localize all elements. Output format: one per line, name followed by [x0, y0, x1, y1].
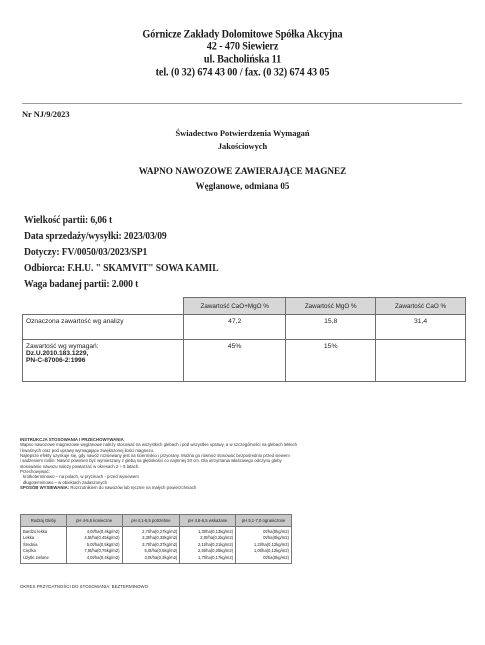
dose-header-ph-2: pH 4,1-6,5 potrzebne: [122, 515, 180, 527]
sale-date: Data sprzedaży/wysyłki: 2023/03/09: [24, 230, 167, 243]
dose-column-1: [66, 527, 122, 564]
header-mgo: Zawartość MgO %: [286, 298, 376, 315]
dose-value: 1,0t/ha(0,12kg/m2): [253, 548, 289, 554]
tested-weight: Waga badanej partii: 2.000 t: [24, 278, 139, 291]
dose-value: 2,1t/ha(0,21kg/m2): [197, 541, 234, 547]
certificate-title-line-2: Jakościowych: [217, 142, 268, 151]
instructions-heading: INSTRUKCJA STOSOWANIA I PRZECHOWYWANIA: [20, 437, 124, 442]
storage-long-term: długoterminowo – w obiektach zadaszonych: [23, 479, 108, 485]
required-cao: [376, 340, 466, 382]
dose-value: 7,5t/ha(0,75kg/m2): [84, 548, 120, 554]
dose-value: 0t/ha(0kg/m2): [263, 554, 289, 560]
requirements-label: [23, 340, 184, 382]
dose-value: 1,7t/ha(0,17kg/m2): [197, 554, 234, 560]
soil-types: [21, 527, 67, 564]
dose-header-ph-3: pH 4,6-6,5 wskazane: [180, 515, 236, 527]
dose-value: 3,3t/ha(0,33kg/m2): [142, 535, 178, 541]
company-name: Górnicze Zakłady Dolomitowe Spółka Akcyjna: [142, 28, 343, 41]
soil-type: Bardzo lekka: [23, 529, 48, 534]
dose-column-4: [236, 527, 292, 564]
soil-type: Użytki zielone: [23, 554, 49, 560]
dose-value: 4,0t/ha(0,4kg/m2): [86, 529, 120, 534]
soil-type: Ciężka: [23, 548, 36, 554]
header-cao-mgo: Zawartość CaO+MgO %: [184, 298, 286, 315]
dose-value: 3,0t/ha(0,3kg/m2): [144, 554, 178, 560]
instructions-line: stosowanie nawozu należy powtarzać w okresach 2 ÷ 5 latach.: [20, 463, 140, 469]
spreading-method-text: Rozrzutnikiem do nawozów lub ręcznie na małych powierzchniach: [70, 485, 197, 491]
product-variant: Węglanowe, odmiana 05: [195, 181, 290, 191]
results-table: [22, 297, 466, 382]
soil-type: Średnia: [23, 541, 38, 547]
dose-value: 2,5t/ha(0,25kg/m2): [197, 548, 234, 554]
dose-value: 2,0t/ha(0,2kg/m2): [200, 535, 234, 541]
dose-header-ph-4: pH 5,1-7,0 ograniczone: [236, 515, 292, 527]
company-phone: tel. (0 32) 674 43 00 / fax. (0 32) 674 43 05: [155, 66, 330, 79]
document-number: Nr NJ/9/2023: [22, 110, 70, 119]
usage-instructions: [20, 437, 468, 490]
instructions-line: i sadzeniem roślin. Nawóz powinien być wymieszany z glebą na głębokości co najmniej 20 cm. Dla utrzymania właściwego odczynu gleby: [20, 458, 282, 464]
storage-short-term: krótkoterminowo – na polach, w pryzmach - przed wysiewem: [23, 474, 139, 480]
dose-table: [20, 514, 292, 564]
spreading-method: [20, 485, 468, 490]
product-name: WAPNO NAWOZOWE ZAWIERAJĄCE MAGNEZ: [138, 166, 347, 176]
table-row: [23, 315, 466, 340]
company-street: ul. Bacholińska 11: [203, 53, 282, 66]
dose-value: 1,2t/ha(0,12kg/m2): [253, 541, 289, 547]
dose-header-soil: Rodzaj Gleby: [21, 515, 67, 527]
dose-value: 2,7t/ha(0,27kg/m2): [142, 529, 178, 534]
dose-value: 4,5t/ha(0,45kg/m2): [84, 535, 120, 541]
requirements-label-line-3: PN-C-87006-2:1996: [26, 357, 86, 364]
shelf-life-note: OKRES PRZYDATNOŚCI DO STOSOWANIA: BEZTERMINOWO: [20, 584, 148, 589]
recipient: Odbiorca: F.H.U. " SKAMVIT" SOWA KAMIL: [24, 262, 219, 275]
header-divider: [22, 103, 462, 104]
dose-value: 5,0t/ha(0,5kg/m2): [86, 541, 120, 547]
instructions-line: Wapno nawozowe magnezowe węglanowe należy stosować na wszystkich glebach i pod wszystkie uprawy, a w szczególności na glebach lekkich: [20, 442, 298, 448]
certificate-title-line-1: Świadectwo Potwierdzenia Wymagań: [175, 129, 310, 138]
dose-column-2: [122, 527, 180, 564]
soil-type: Lekka: [23, 535, 35, 541]
analysis-cao-mgo: 47,2: [184, 315, 286, 340]
instructions-line: Najlepsze efekty uzyskuje się, gdy nawóz rozsiewany jest na ścierniskio i przyorany. Można go również stosować bezpośrednio przed siewem: [20, 453, 290, 459]
instructions-line: i kwaśnych oraz pod uprawy wymagające zwiększonej ilości magnezu.: [20, 447, 155, 453]
invoice-reference: Dotyczy: FV/0050/03/2023/SP1: [24, 246, 148, 259]
dose-header-ph-1: pH 4-5,5 konieczne: [66, 515, 122, 527]
required-mgo: 15%: [286, 340, 376, 382]
dose-value: 0t/ha(0kg/m2): [263, 535, 289, 541]
dose-value: 1,3t/ha(0,13kg/m2): [197, 529, 234, 534]
spreading-method-label: SPOSÓB WYSIEWANIA:: [20, 485, 70, 491]
required-cao-mgo: 45%: [184, 340, 286, 382]
dose-value: 0t/ha(0kg/m2): [263, 529, 289, 534]
analysis-mgo: 15,8: [286, 315, 376, 340]
instructions-line: Przechowywać:: [20, 469, 50, 475]
requirements-label-line-2: Dz.U.2010.183.1229,: [26, 350, 89, 357]
dose-value: 3,7t/ha(0,37kg/m2): [142, 541, 178, 547]
analysis-cao: 31,4: [376, 315, 466, 340]
header-cao: Zawartość CaO %: [376, 298, 466, 315]
requirements-label-line-1: Zawartość wg wymagań:: [26, 343, 99, 350]
dose-value: 4,0t/ha(0,4kg/m2): [86, 554, 120, 560]
company-postal: 42 - 470 Siewierz: [206, 40, 279, 53]
table-row: [23, 340, 466, 382]
results-table-corner: [23, 298, 184, 315]
dose-column-3: [180, 527, 236, 564]
dose-value: 5,0t/ha(0,5kg/m2): [144, 548, 178, 554]
table-row: [21, 527, 292, 564]
analysis-label: Oznaczona zawartość wg analizy: [23, 315, 184, 340]
batch-size: Wielkość partii: 6,06 t: [24, 214, 113, 227]
